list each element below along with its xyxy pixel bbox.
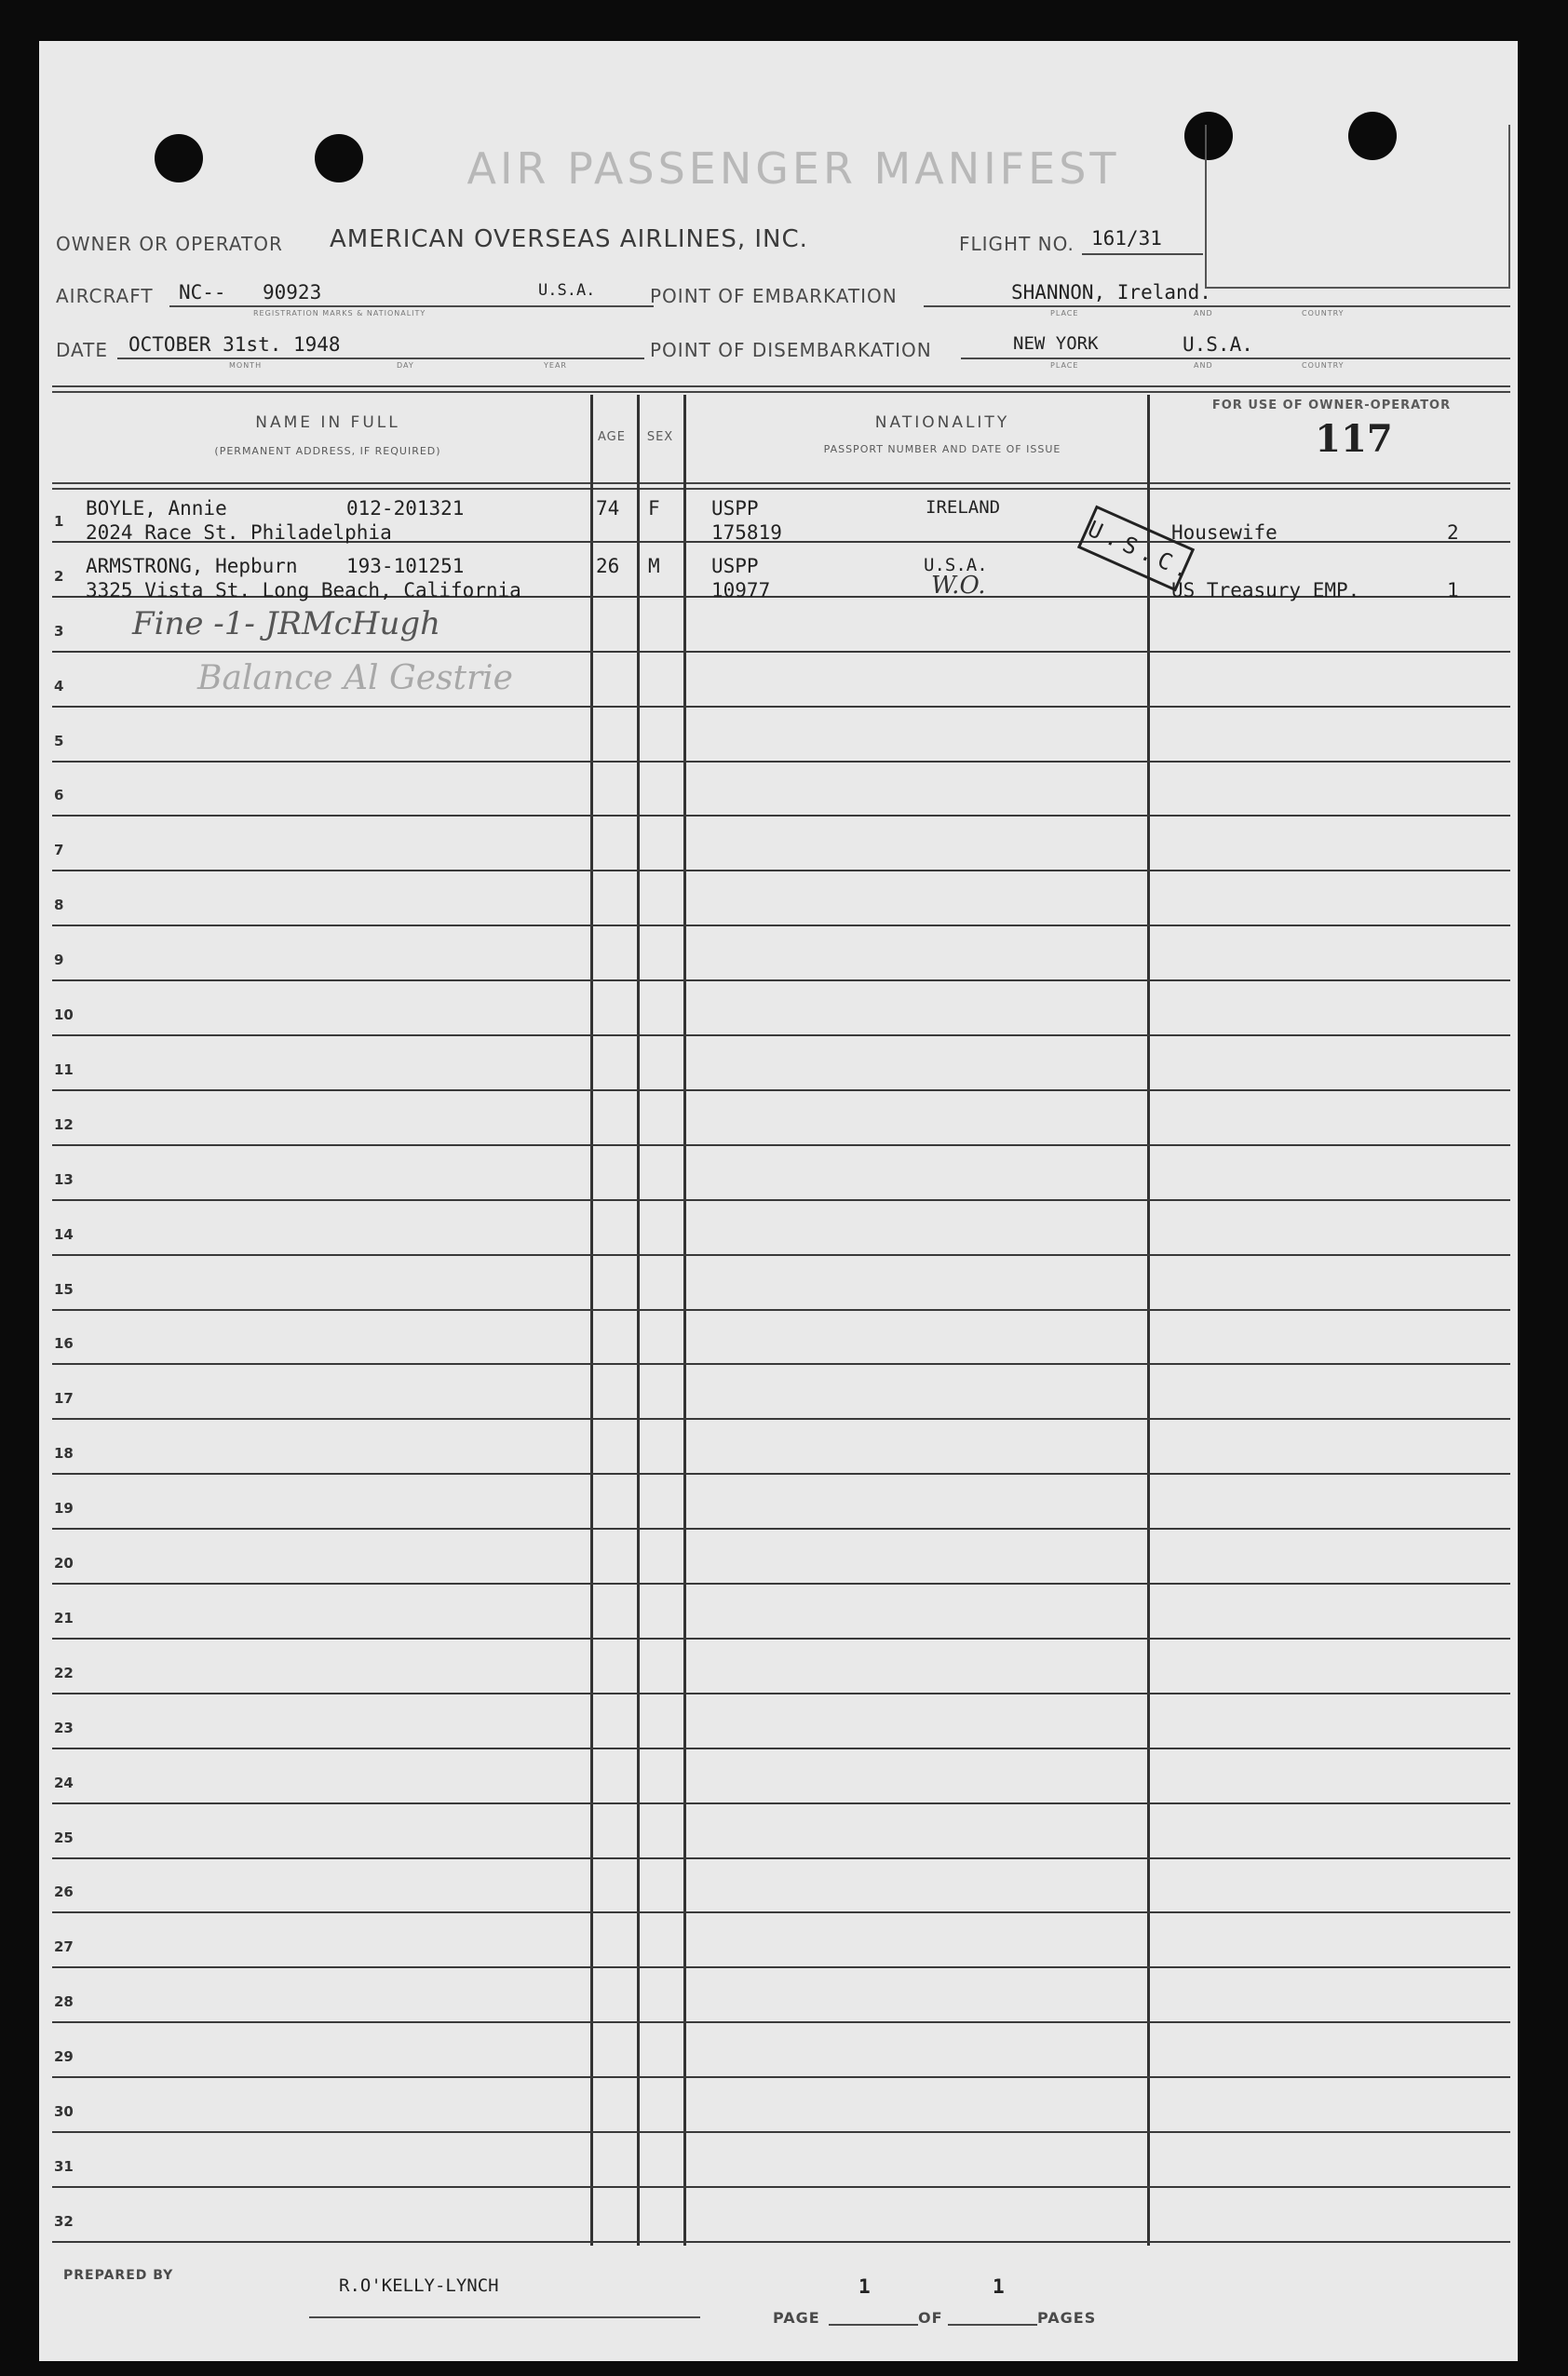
disembark-place: NEW YORK	[1013, 333, 1099, 354]
table-row-line	[52, 815, 1510, 817]
row-number: 1	[54, 512, 64, 530]
row-number: 11	[54, 1060, 74, 1078]
table-row-line	[52, 1473, 1510, 1475]
date-value: OCTOBER 31st. 1948	[128, 333, 341, 356]
row-number: 9	[54, 952, 64, 969]
aircraft-label: AIRCRAFT	[56, 285, 154, 307]
page-number-value: 1	[858, 2275, 871, 2298]
table-row-line	[52, 1363, 1510, 1365]
passenger-1-id: 012-201321	[346, 497, 465, 520]
row-number: 10	[54, 1006, 74, 1023]
table-row-line	[52, 761, 1510, 763]
row-number: 17	[54, 1390, 74, 1408]
passenger-1-country: IRELAND	[926, 497, 1001, 518]
passenger-2-address: 3325 Vista St. Long Beach, California	[86, 579, 521, 601]
passenger-1-age: 74	[596, 497, 620, 520]
aircraft-nationality: U.S.A.	[538, 281, 596, 300]
pages-label: PAGES	[1037, 2309, 1097, 2327]
row-number: 18	[54, 1445, 74, 1463]
row-number: 13	[54, 1170, 74, 1188]
row-number: 7	[54, 842, 64, 859]
row-number: 3	[54, 622, 64, 640]
table-row-line	[52, 1034, 1510, 1036]
row-number: 22	[54, 1664, 74, 1681]
row-number: 32	[54, 2212, 74, 2230]
customs-stamp: U.S.C.	[1077, 506, 1195, 592]
passenger-1-address: 2024 Race St. Philadelphia	[86, 521, 392, 544]
row-number: 24	[54, 1774, 74, 1791]
row-number: 5	[54, 732, 64, 749]
table-row-line	[52, 979, 1510, 981]
embark-and-sub: AND	[1194, 309, 1213, 317]
passenger-2-country: U.S.A.	[924, 555, 988, 575]
row-number: 8	[54, 897, 64, 914]
table-row-line	[52, 2021, 1510, 2023]
row-number: 4	[54, 677, 64, 695]
row-number: 26	[54, 1883, 74, 1901]
embark-place-sub: PLACE	[1050, 309, 1079, 317]
punch-hole-icon	[315, 134, 363, 182]
handwritten-fine-note: Fine -1- JRMcHugh	[132, 605, 441, 642]
embark-place: SHANNON, Ireland.	[1011, 281, 1211, 304]
table-row-line	[52, 1528, 1510, 1530]
table-row-line	[52, 706, 1510, 708]
operator-number: 117	[1315, 417, 1393, 461]
table-row-line	[52, 870, 1510, 871]
row-number: 23	[54, 1719, 74, 1736]
table-row-line	[52, 1089, 1510, 1091]
prepared-by-label: PREPARED BY	[63, 2268, 174, 2283]
of-label: OF	[918, 2309, 943, 2327]
row-number: 20	[54, 1555, 74, 1572]
punch-hole-icon	[155, 134, 203, 182]
table-row-line	[52, 1693, 1510, 1694]
passenger-2-id: 193-101251	[346, 555, 465, 577]
table-row-line	[52, 1748, 1510, 1749]
table-row-line	[52, 1857, 1510, 1859]
flight-value: 161/31	[1091, 227, 1162, 250]
passenger-2-count: 1	[1447, 579, 1459, 601]
passenger-2-sex: M	[648, 555, 660, 577]
table-row-line	[52, 651, 1510, 653]
row-number: 6	[54, 787, 64, 804]
disembark-label: POINT OF DISEMBARKATION	[650, 339, 932, 361]
col-age-header: AGE	[598, 430, 626, 444]
table-row-line	[52, 2076, 1510, 2078]
aircraft-sub: REGISTRATION MARKS & NATIONALITY	[253, 309, 426, 317]
passenger-1-passport-type: USPP	[711, 497, 759, 520]
row-number: 19	[54, 1500, 74, 1518]
row-number: 28	[54, 1993, 74, 2011]
disembark-and-sub: AND	[1194, 361, 1213, 370]
col-sex-header: SEX	[646, 430, 674, 444]
prepared-by-value: R.O'KELLY-LYNCH	[339, 2275, 499, 2296]
page-label: PAGE	[773, 2309, 820, 2327]
date-day-sub: DAY	[397, 361, 414, 370]
passenger-2-occupation: US Treasury EMP.	[1171, 579, 1360, 601]
table-row-line	[52, 2131, 1510, 2133]
owner-value: AMERICAN OVERSEAS AIRLINES, INC.	[330, 225, 808, 253]
date-label: DATE	[56, 339, 109, 361]
passenger-1-passport-no: 175819	[711, 521, 782, 544]
flight-box	[1205, 125, 1510, 289]
col-nationality-subheader: PASSPORT NUMBER AND DATE OF ISSUE	[823, 443, 1061, 455]
col-operator-header: FOR USE OF OWNER-OPERATOR	[1211, 398, 1452, 412]
col-nationality-header: NATIONALITY	[874, 413, 1010, 432]
owner-label: OWNER OR OPERATOR	[56, 233, 283, 255]
row-number: 14	[54, 1225, 74, 1243]
aircraft-value: 90923	[263, 281, 322, 304]
col-name-header: NAME IN FULL	[255, 413, 400, 432]
embark-country-sub: COUNTRY	[1302, 309, 1345, 317]
disembark-place-sub: PLACE	[1050, 361, 1079, 370]
table-row-line	[52, 1418, 1510, 1420]
handwritten-passport-note: W.O.	[931, 572, 986, 600]
total-pages-value: 1	[993, 2275, 1005, 2298]
row-number: 21	[54, 1609, 74, 1627]
col-name-subheader: (PERMANENT ADDRESS, IF REQUIRED)	[214, 445, 441, 457]
table-row-line	[52, 2241, 1510, 2243]
table-row-line	[52, 1802, 1510, 1804]
row-number: 27	[54, 1938, 74, 1956]
table-row-line	[52, 2186, 1510, 2188]
row-number: 31	[54, 2157, 74, 2175]
passenger-1-count: 2	[1447, 521, 1459, 544]
handwritten-balance-note: Balance Al Gestrie	[197, 659, 513, 697]
passenger-2-name: ARMSTRONG, Hepburn	[86, 555, 298, 577]
flight-label: FLIGHT NO.	[959, 233, 1075, 255]
table-row-line	[52, 1583, 1510, 1585]
table-row-line	[52, 1254, 1510, 1256]
table-row-line	[52, 1911, 1510, 1913]
row-number: 12	[54, 1115, 74, 1133]
disembark-country: U.S.A.	[1183, 333, 1253, 356]
passenger-1-sex: F	[648, 497, 660, 520]
passenger-1-name: BOYLE, Annie	[86, 497, 227, 520]
table-row-line	[52, 1966, 1510, 1968]
passenger-2-passport-type: USPP	[711, 555, 759, 577]
manifest-sheet	[39, 41, 1518, 2361]
form-title: AIR PASSENGER MANIFEST	[466, 143, 1120, 194]
date-month-sub: MONTH	[229, 361, 263, 370]
table-row-line	[52, 1638, 1510, 1640]
passenger-2-passport-no: 10977	[711, 579, 771, 601]
table-row-line	[52, 1144, 1510, 1146]
disembark-country-sub: COUNTRY	[1302, 361, 1345, 370]
date-year-sub: YEAR	[544, 361, 567, 370]
aircraft-prefix: NC--	[179, 281, 226, 304]
row-number: 25	[54, 1829, 74, 1846]
table-row-line	[52, 1309, 1510, 1311]
table-row-line	[52, 925, 1510, 926]
passenger-1-occupation: Housewife	[1171, 521, 1277, 544]
row-number: 2	[54, 567, 64, 585]
row-number: 15	[54, 1280, 74, 1298]
table-row-line	[52, 1199, 1510, 1201]
row-number: 29	[54, 2048, 74, 2066]
row-number: 16	[54, 1335, 74, 1353]
embark-label: POINT OF EMBARKATION	[650, 285, 898, 307]
passenger-2-age: 26	[596, 555, 620, 577]
row-number: 30	[54, 2103, 74, 2120]
